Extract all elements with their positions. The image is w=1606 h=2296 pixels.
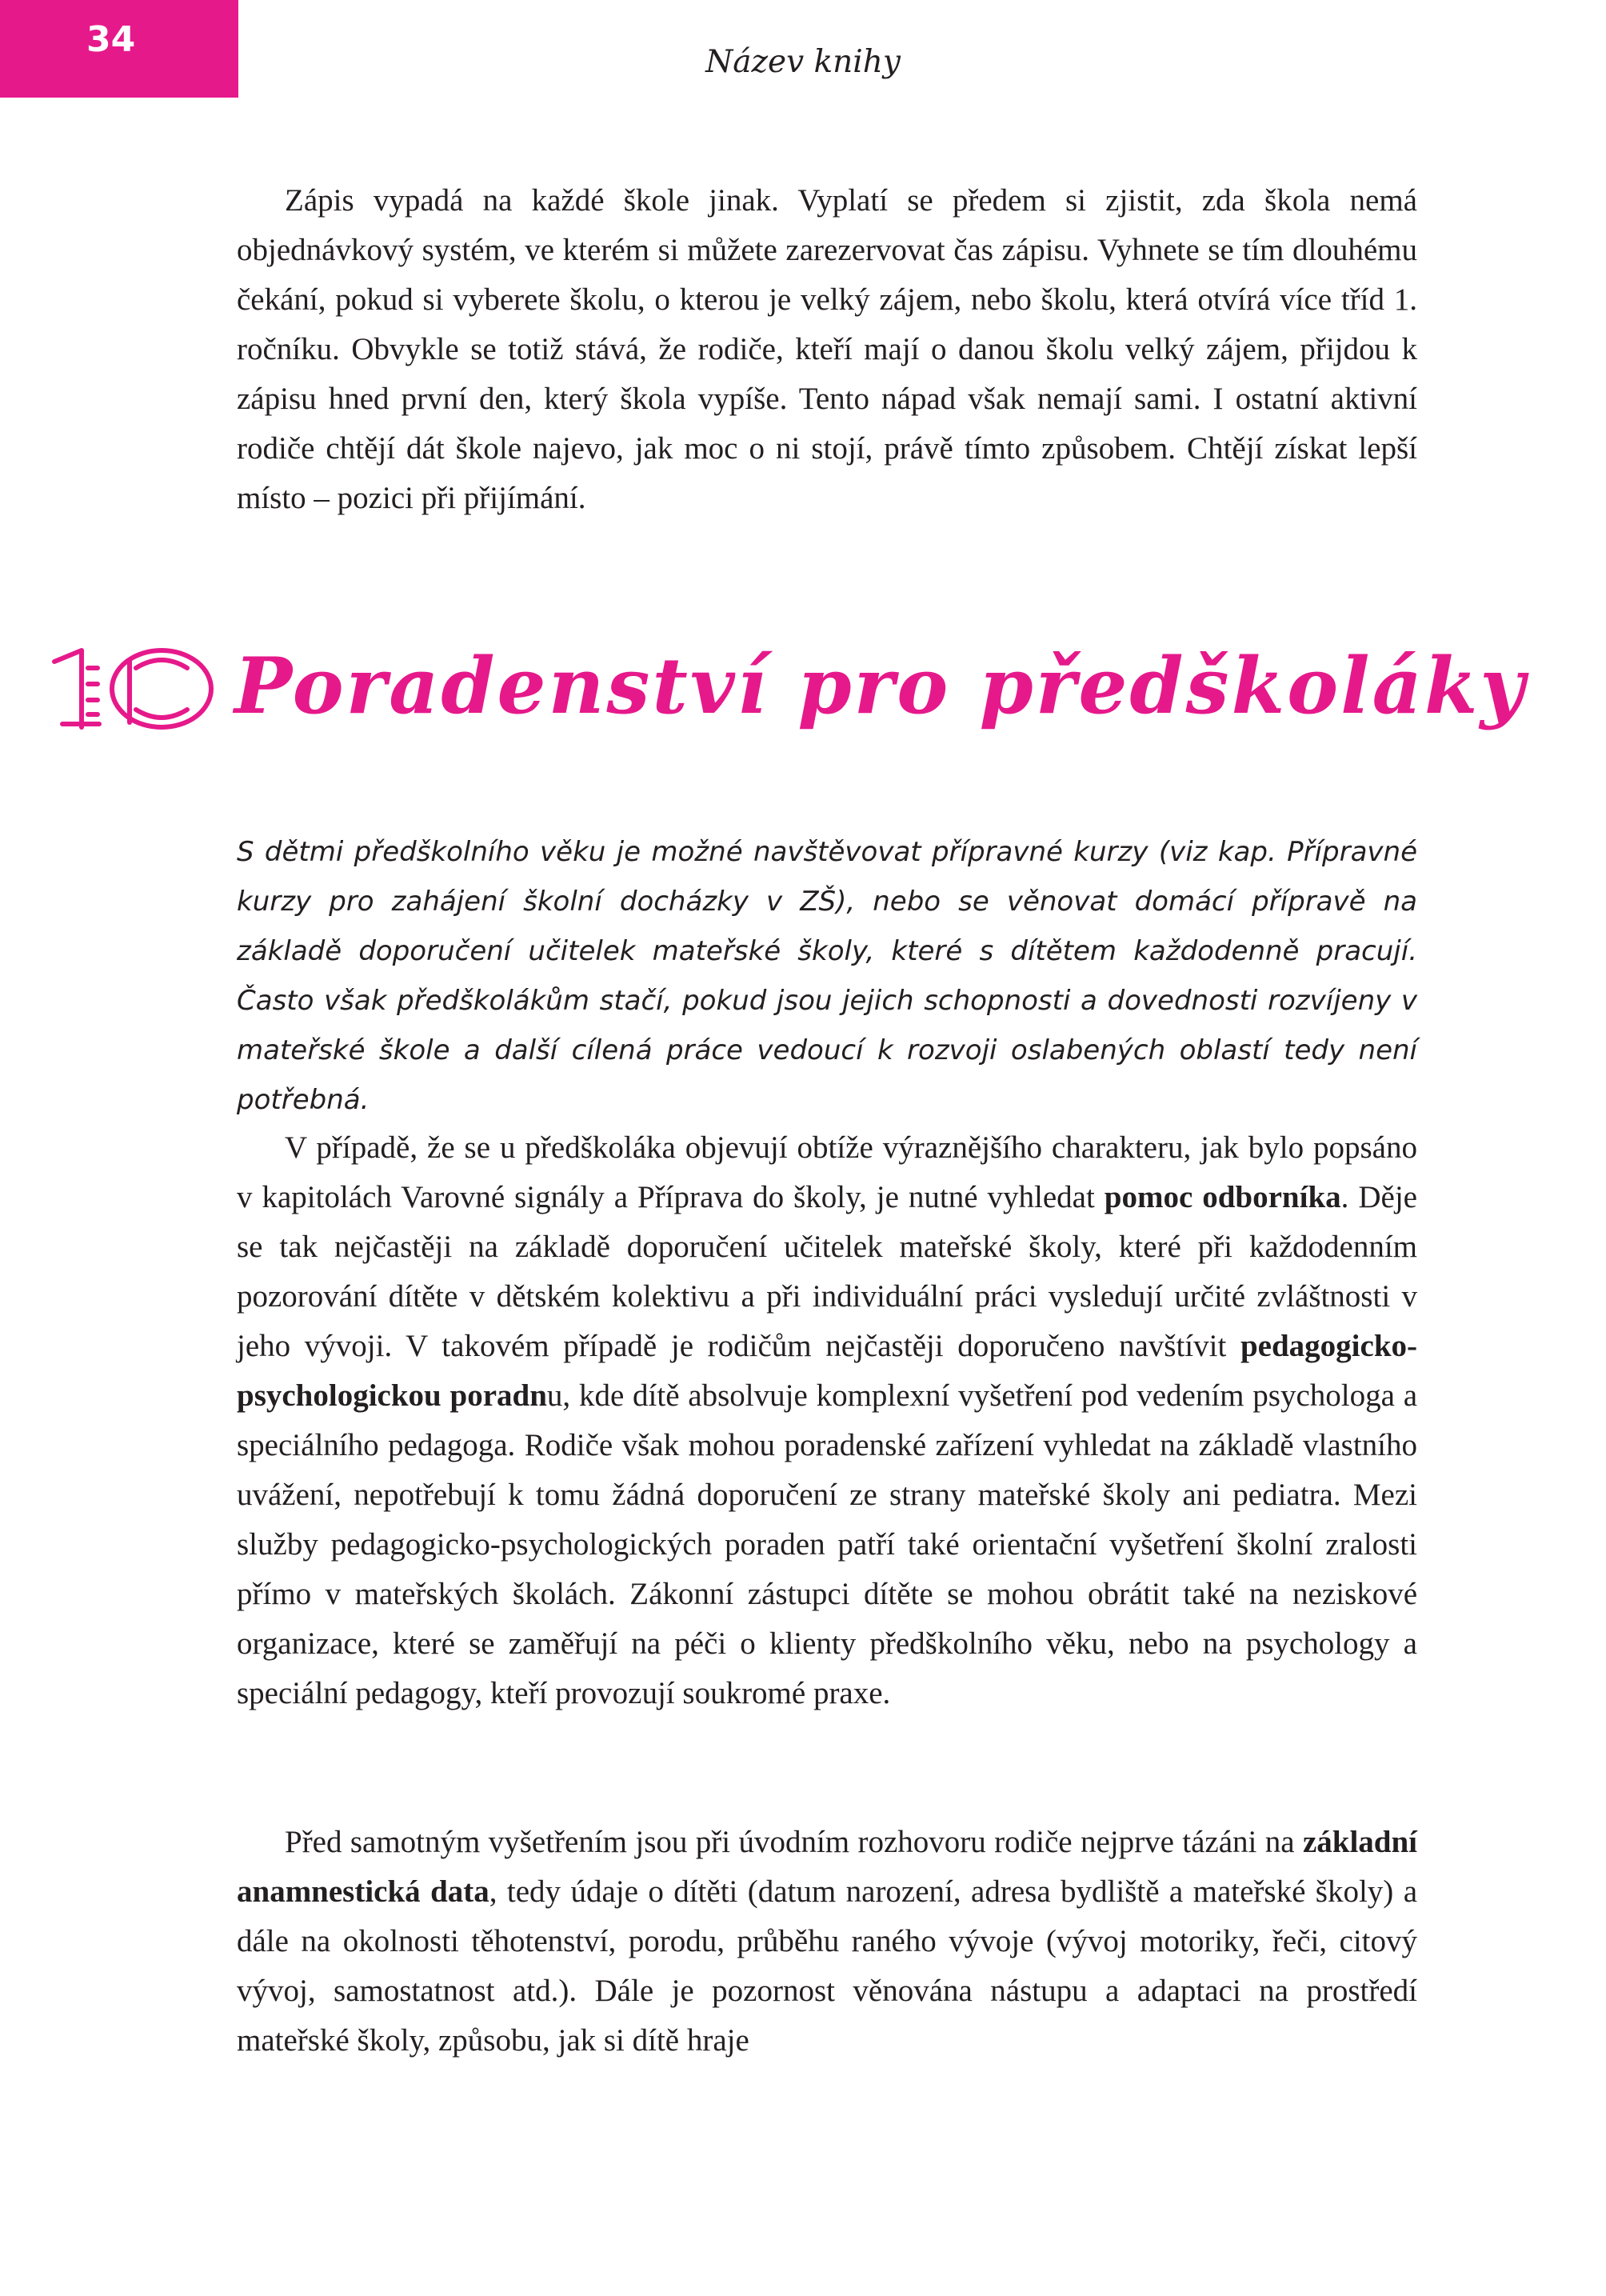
chapter-title: Poradenství pro předškoláky — [234, 641, 1528, 731]
page-number: 34 — [86, 19, 136, 60]
paragraph-3-text-1: Před samotným vyšetřením jsou při úvodním rozhovoru rodiče nejprve tázáni na — [285, 1825, 1303, 1859]
intro-paragraph: Zápis vypadá na každé škole jinak. Vyplatí se předem si zjistit, zda škola nemá objednávkový systém, ve kterém si můžete zarezervovat čas zápisu. Vyhnete se tím dlouhému čekání, pokud si vyberete školu, o kterou je velký zájem, nebo školu, která otvírá více tříd 1. ročníku. Obvykle se totiž stává, že rodiče, kteří mají o danou školu velký zájem, přijdou k zápisu hned první den, který škola vypíše. Tento nápad však nemají sami. I ostatní aktivní rodiče chtějí dát škole najevo, jak moc o ni stojí, právě tímto způsobem. Chtějí získat lepší místo – pozici při přijímání. — [237, 183, 1417, 515]
paragraph-3-bold-1: základní anamnestická data — [237, 1825, 1417, 1909]
intro-text — [237, 176, 1417, 523]
paragraph-2-text-3: u, kde dítě absolvuje komplexní vyšetření pod vedením psychologa a speciálního pedagoga. Rodiče však mohou poradenské zařízení vyhledat na základě vlastního uvážení, nepotřebují k tomu žádná doporučení ze strany mateřské školy ani pediatra. Mezi služby pedagogicko-psychologických poraden patří také orientační vyšetření školní zralosti přímo v mateřských školách. Zákonní zástupci dítěte se mohou obrátit také na neziskové organizace, které se zaměřují na péči o klienty předškolního věku, nebo na psychology a speciální pedagogy, kteří provozují soukromé praxe. — [237, 1378, 1418, 1710]
paragraph-2-text-2: . Děje se tak nejčastěji na základě doporučení učitelek mateřské školy, které při každodenním pozorování dítěte v dětském kolektivu a při individuální práci vysledují určité zvláštnosti v jeho vývoji. V takovém případě je rodičům nejčastěji doporučeno navštívit — [237, 1180, 1417, 1363]
body-paragraph-3 — [237, 1818, 1417, 2066]
lead-paragraph: S dětmi předškolního věku je možné navštěvovat přípravné kurzy (viz kap. Přípravné kurzy pro zahájení školní docházky v ZŠ), nebo se věnovat domácí přípravě na základě doporučení učitelek mateřské školy, které s dítětem každodenně pracují. Často však předškolákům stačí, pokud jsou jejich schopnosti a dovednosti rozvíjeny v mateřské škole a další cílená práce vedoucí k rozvoji oslabených oblastí tedy není potřebná. — [237, 836, 1417, 1116]
body-text-3 — [237, 1818, 1417, 2066]
chapter-number-text: 10 — [121, 692, 135, 705]
paragraph-3-text-2: , tedy údaje o dítěti (datum narození, adresa bydliště a mateřské školy) a dále na okolnosti těhotenství, porodu, průběhu raného vývoje (vývoj motoriky, řeči, citový vývoj, samostatnost atd.). Dále je pozornost věnována nástupu a adaptaci na prostředí mateřské školy, způsobu, jak si dítě hraje — [237, 1874, 1418, 2058]
paragraph-2-bold-2: pedagogicko-psychologickou poradn — [237, 1329, 1417, 1413]
body-text-2 — [237, 1123, 1417, 1718]
body-paragraph-2 — [237, 1123, 1417, 1718]
paragraph-2-text-1: V případě, že se u předškoláka objevují obtíže výraznějšího charakteru, jak bylo popsáno v kapitolách Varovné signály a Příprava do školy, je nutné vyhledat — [237, 1130, 1417, 1214]
chapter-number-ornament — [50, 644, 218, 734]
running-title: Název knihy — [705, 44, 901, 80]
lead-text — [237, 827, 1417, 1125]
paragraph-2-bold-1: pomoc odborníka — [1104, 1180, 1341, 1214]
